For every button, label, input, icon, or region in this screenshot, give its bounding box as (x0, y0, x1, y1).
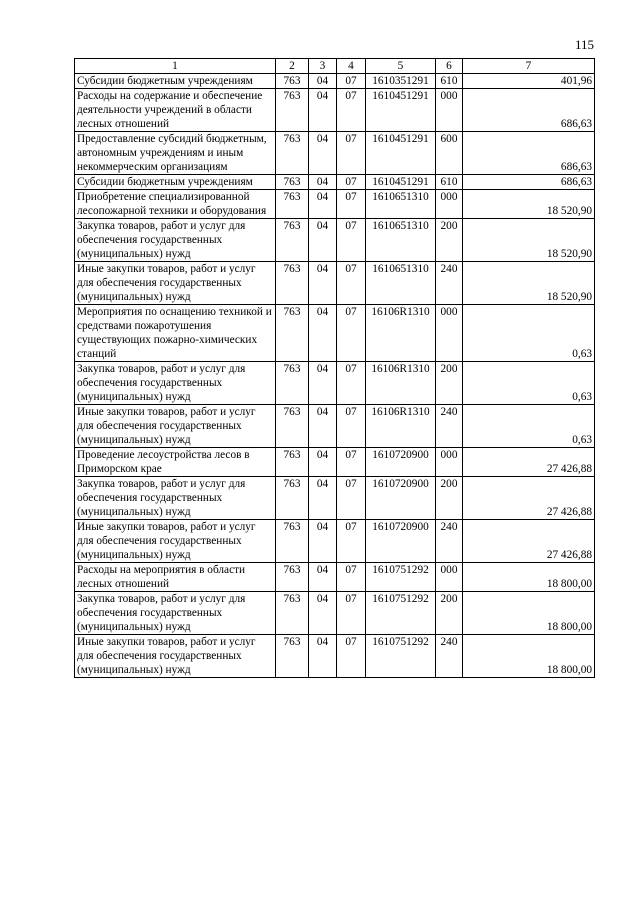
cell-ministry-code: 763 (276, 305, 309, 362)
page-number: 115 (574, 37, 594, 52)
cell-subsection-code: 07 (337, 362, 366, 405)
cell-description: Предоставление субсидий бюджетным, автономным учреждениям и иным некоммерческим организациям (75, 132, 276, 175)
cell-ministry-code: 763 (276, 262, 309, 305)
cell-description: Приобретение специализированной лесопожарной техники и оборудования (75, 190, 276, 219)
cell-amount: 686,63 (463, 132, 595, 175)
cell-amount: 18 800,00 (463, 635, 595, 678)
cell-amount: 401,96 (463, 74, 595, 89)
cell-description: Закупка товаров, работ и услуг для обеспечения государственных (муниципальных) нужд (75, 477, 276, 520)
cell-expense-type: 610 (436, 175, 463, 190)
column-header: 7 (463, 59, 595, 74)
cell-section-code: 04 (309, 405, 337, 448)
table-row (75, 89, 595, 132)
cell-expense-type: 000 (436, 448, 463, 477)
table-body (75, 74, 595, 678)
cell-amount: 18 520,90 (463, 262, 595, 305)
cell-section-code: 04 (309, 132, 337, 175)
cell-description: Расходы на содержание и обеспечение деятельности учреждений в области лесных отношений (75, 89, 276, 132)
cell-description: Мероприятия по оснащению техникой и средствами пожаротушения существующих пожарно-химических станций (75, 305, 276, 362)
table-row (75, 520, 595, 563)
cell-subsection-code: 07 (337, 132, 366, 175)
cell-target-code: 1610751292 (366, 563, 436, 592)
cell-subsection-code: 07 (337, 190, 366, 219)
cell-subsection-code: 07 (337, 592, 366, 635)
cell-target-code: 1610751292 (366, 592, 436, 635)
table-row (75, 477, 595, 520)
cell-amount: 18 520,90 (463, 219, 595, 262)
cell-section-code: 04 (309, 448, 337, 477)
cell-subsection-code: 07 (337, 262, 366, 305)
table-row (75, 219, 595, 262)
table-row (75, 305, 595, 362)
cell-subsection-code: 07 (337, 520, 366, 563)
table-row (75, 635, 595, 678)
cell-section-code: 04 (309, 305, 337, 362)
table-row (75, 175, 595, 190)
cell-section-code: 04 (309, 89, 337, 132)
cell-subsection-code: 07 (337, 448, 366, 477)
table-row (75, 74, 595, 89)
cell-description: Иные закупки товаров, работ и услуг для обеспечения государственных (муниципальных) нужд (75, 262, 276, 305)
cell-target-code: 1610720900 (366, 520, 436, 563)
cell-expense-type: 240 (436, 635, 463, 678)
table-row (75, 563, 595, 592)
cell-subsection-code: 07 (337, 563, 366, 592)
cell-subsection-code: 07 (337, 405, 366, 448)
cell-target-code: 1610351291 (366, 74, 436, 89)
cell-section-code: 04 (309, 520, 337, 563)
cell-amount: 27 426,88 (463, 520, 595, 563)
cell-description: Иные закупки товаров, работ и услуг для обеспечения государственных (муниципальных) нужд (75, 635, 276, 678)
cell-expense-type: 200 (436, 362, 463, 405)
cell-subsection-code: 07 (337, 74, 366, 89)
column-header: 4 (337, 59, 366, 74)
table-row (75, 592, 595, 635)
column-header: 2 (276, 59, 309, 74)
cell-amount: 18 800,00 (463, 592, 595, 635)
column-header: 1 (75, 59, 276, 74)
cell-subsection-code: 07 (337, 635, 366, 678)
cell-expense-type: 000 (436, 89, 463, 132)
cell-target-code: 16106R1310 (366, 305, 436, 362)
cell-amount: 0,63 (463, 362, 595, 405)
cell-amount: 686,63 (463, 175, 595, 190)
cell-subsection-code: 07 (337, 477, 366, 520)
cell-description: Иные закупки товаров, работ и услуг для обеспечения государственных (муниципальных) нужд (75, 405, 276, 448)
cell-description: Иные закупки товаров, работ и услуг для обеспечения государственных (муниципальных) нужд (75, 520, 276, 563)
cell-description: Закупка товаров, работ и услуг для обеспечения государственных (муниципальных) нужд (75, 219, 276, 262)
column-header: 5 (366, 59, 436, 74)
cell-ministry-code: 763 (276, 448, 309, 477)
cell-expense-type: 000 (436, 305, 463, 362)
cell-ministry-code: 763 (276, 592, 309, 635)
cell-expense-type: 000 (436, 563, 463, 592)
cell-section-code: 04 (309, 592, 337, 635)
header-row (75, 59, 595, 74)
cell-section-code: 04 (309, 74, 337, 89)
column-header: 3 (309, 59, 337, 74)
cell-ministry-code: 763 (276, 132, 309, 175)
table-row (75, 190, 595, 219)
cell-ministry-code: 763 (276, 405, 309, 448)
cell-description: Расходы на мероприятия в области лесных отношений (75, 563, 276, 592)
cell-ministry-code: 763 (276, 89, 309, 132)
cell-ministry-code: 763 (276, 74, 309, 89)
cell-section-code: 04 (309, 175, 337, 190)
cell-ministry-code: 763 (276, 563, 309, 592)
cell-expense-type: 610 (436, 74, 463, 89)
cell-amount: 18 520,90 (463, 190, 595, 219)
cell-amount: 686,63 (463, 89, 595, 132)
cell-target-code: 16106R1310 (366, 405, 436, 448)
cell-section-code: 04 (309, 635, 337, 678)
budget-table (74, 58, 595, 678)
cell-target-code: 1610451291 (366, 89, 436, 132)
column-header: 6 (436, 59, 463, 74)
cell-section-code: 04 (309, 477, 337, 520)
cell-subsection-code: 07 (337, 305, 366, 362)
cell-ministry-code: 763 (276, 190, 309, 219)
cell-ministry-code: 763 (276, 175, 309, 190)
cell-ministry-code: 763 (276, 477, 309, 520)
table-row (75, 448, 595, 477)
cell-amount: 0,63 (463, 305, 595, 362)
cell-target-code: 1610651310 (366, 219, 436, 262)
cell-expense-type: 240 (436, 405, 463, 448)
cell-target-code: 1610451291 (366, 175, 436, 190)
cell-ministry-code: 763 (276, 520, 309, 563)
cell-target-code: 1610751292 (366, 635, 436, 678)
cell-description: Субсидии бюджетным учреждениям (75, 74, 276, 89)
cell-description: Субсидии бюджетным учреждениям (75, 175, 276, 190)
cell-section-code: 04 (309, 190, 337, 219)
cell-expense-type: 240 (436, 262, 463, 305)
table-row (75, 262, 595, 305)
cell-description: Проведение лесоустройства лесов в Приморском крае (75, 448, 276, 477)
cell-expense-type: 200 (436, 477, 463, 520)
cell-subsection-code: 07 (337, 89, 366, 132)
cell-target-code: 1610651310 (366, 262, 436, 305)
table-row (75, 132, 595, 175)
cell-description: Закупка товаров, работ и услуг для обеспечения государственных (муниципальных) нужд (75, 592, 276, 635)
cell-expense-type: 000 (436, 190, 463, 219)
cell-section-code: 04 (309, 563, 337, 592)
cell-expense-type: 200 (436, 219, 463, 262)
cell-section-code: 04 (309, 219, 337, 262)
cell-target-code: 1610651310 (366, 190, 436, 219)
cell-section-code: 04 (309, 262, 337, 305)
cell-amount: 18 800,00 (463, 563, 595, 592)
cell-amount: 0,63 (463, 405, 595, 448)
cell-expense-type: 200 (436, 592, 463, 635)
cell-subsection-code: 07 (337, 175, 366, 190)
cell-ministry-code: 763 (276, 362, 309, 405)
cell-subsection-code: 07 (337, 219, 366, 262)
cell-target-code: 1610451291 (366, 132, 436, 175)
table-row (75, 405, 595, 448)
cell-amount: 27 426,88 (463, 477, 595, 520)
cell-target-code: 1610720900 (366, 448, 436, 477)
cell-description: Закупка товаров, работ и услуг для обеспечения государственных (муниципальных) нужд (75, 362, 276, 405)
cell-expense-type: 240 (436, 520, 463, 563)
cell-section-code: 04 (309, 362, 337, 405)
cell-expense-type: 600 (436, 132, 463, 175)
table-row (75, 362, 595, 405)
cell-amount: 27 426,88 (463, 448, 595, 477)
cell-ministry-code: 763 (276, 635, 309, 678)
cell-target-code: 16106R1310 (366, 362, 436, 405)
cell-ministry-code: 763 (276, 219, 309, 262)
cell-target-code: 1610720900 (366, 477, 436, 520)
